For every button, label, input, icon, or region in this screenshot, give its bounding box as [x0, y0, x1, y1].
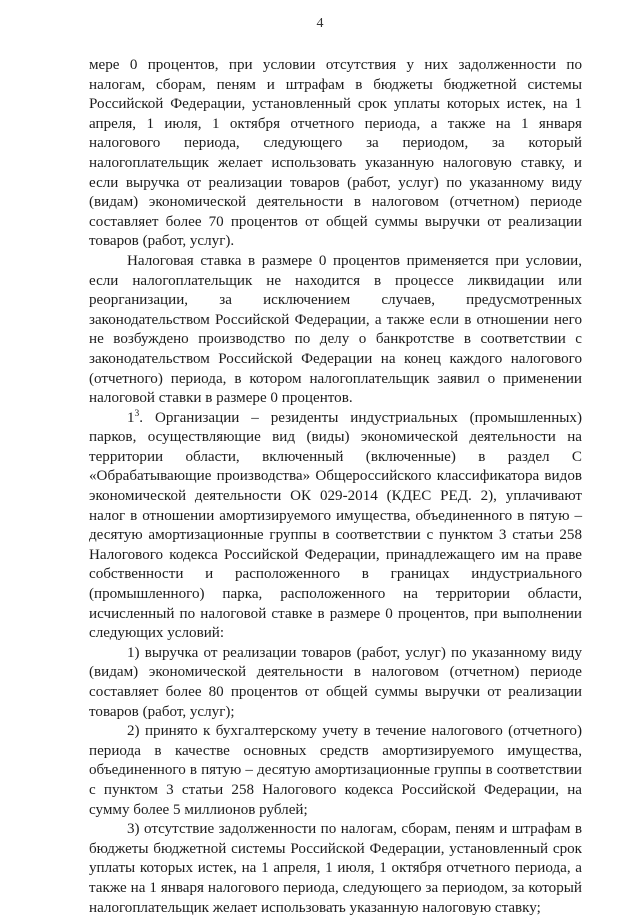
condition-2: 2) принято к бухгалтерскому учету в течение налогового (отчетного) периода в качестве основных средств амортизируемого имущества, объединенного в пятую – десятую амортизационные группы в соответствии с пунктом 3 статьи 258 Налогового кодекса Российской Федерации, на сумму более 5 миллионов рублей; [89, 723, 582, 818]
condition-1: 1) выручка от реализации товаров (работ, услуг) по указанному виду (видам) экономической деятельности в налоговом (отчетном) периоде составляет более 80 процентов от общей суммы выручки от реализации товаров (работ, услуг); [89, 644, 582, 720]
document-body [89, 56, 582, 918]
page-number: 4 [316, 16, 324, 31]
clause-superscript: 3 [134, 408, 140, 419]
clause-number: 1 [127, 409, 135, 426]
paragraph-continuation: мере 0 процентов, при условии отсутствия у них задолженности по налогам, сборам, пеням и штрафам в бюджеты бюджетной системы Российской Федерации, установленный срок уплаты которых истек, на 1 апреля, 1 июля, 1 октября отчетного периода, а также на 1 января налогового периода, следующего за периодом, за который налогоплательщик желает использовать указанную налоговую ставку, и если выручка от реализации товаров (работ, услуг) по указанному виду (видам) экономической деятельности в налоговом (отчетном) периоде составляет более 70 процентов от общей суммы выручки от реализации товаров (работ, услуг). [89, 57, 582, 250]
paragraph-clause-1-3 [89, 409, 582, 644]
paragraph-zero-rate-conditions: Налоговая ставка в размере 0 процентов применяется при условии, если налогоплательщик не находится в процессе ликвидации или реорганизации, за исключением случаев, предусмотренных законодательством Российской Федерации, а также если в отношении него не возбуждено производство по делу о банкротстве в соответствии с законодательством Российской Федерации на конец каждого налогового (отчетного) периода, в котором налогоплательщик заявил о применении налоговой ставки в размере 0 процентов. [89, 252, 582, 407]
clause-text: . Организации – резиденты индустриальных (промышленных) парков, осуществляющие вид (виды) экономической деятельности на территории области, включенный (включенные) в раздел С «Обрабатывающие производства» Общероссийского классификатора видов экономической деятельности ОК 029-2014 (КДЕС РЕД. 2), уплачивают налог в отношении амортизируемого имущества, объединенного в пятую – десятую амортизационные группы в соответствии с пунктом 3 статьи 258 Налогового кодекса Российской Федерации, принадлежащего им на праве собственности и расположенного в границах индустриального (промышленного) парка, расположенного на территории области, исчисленный по налоговой ставке в размере 0 процентов, при выполнении следующих условий: [89, 409, 582, 642]
condition-3: 3) отсутствие задолженности по налогам, сборам, пеням и штрафам в бюджеты бюджетной системы Российской Федерации, установленный срок уплаты которых истек, на 1 апреля, 1 июля, 1 октября отчетного периода, а также на 1 января налогового периода, следующего за периодом, за который налогоплательщик желает использовать указанную налоговую ставку; [89, 821, 582, 916]
